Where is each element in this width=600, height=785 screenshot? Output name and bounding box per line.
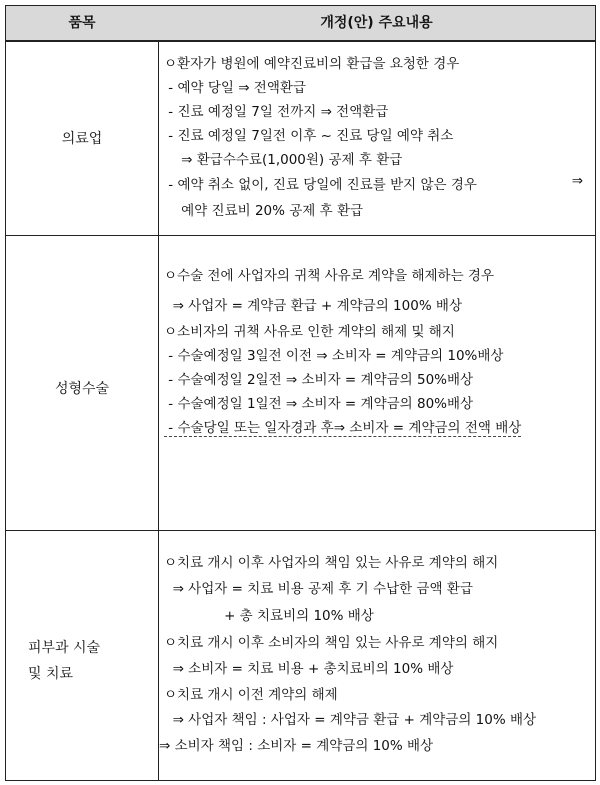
table-row-medical <box>6 42 595 236</box>
content-line: ㅇ치료 개시 이후 소비자의 책임 있는 사유로 계약의 해지 <box>164 635 499 651</box>
header-item: 품목 <box>68 15 96 31</box>
refund-policy-table <box>5 5 596 781</box>
content-line: ㅇ수술 전에 사업자의 귀책 사유로 계약을 해제하는 경우 <box>164 268 494 284</box>
content-line: ⇒ 사업자 책임 : 사업자 = 계약금 환급 + 계약금의 10% 배상 <box>164 712 537 728</box>
content-line: ⇒ 사업자 = 치료 비용 공제 후 기 수납한 금액 환급 <box>164 581 473 597</box>
content-line: - 진료 예정일 7일전 이후 ~ 진료 당일 예약 취소 <box>164 128 454 144</box>
content-line: ㅇ소비자의 귀책 사유로 인한 계약의 해제 및 해지 <box>164 324 455 340</box>
row-content <box>159 551 589 776</box>
content-line: - 진료 예정일 7일 전까지 ⇒ 전액환급 <box>164 104 389 120</box>
content-line: - 예약 취소 없이, 진료 당일에 진료를 받지 않은 경우 <box>164 177 477 193</box>
header-content: 개정(안) 주요내용 <box>320 15 433 31</box>
content-line: + 총 치료비의 10% 배상 <box>164 608 374 624</box>
row-content <box>164 52 589 236</box>
content-line: ⇒ 소비자 = 치료 비용 + 총치료비의 10% 배상 <box>164 661 454 677</box>
table-row-dermatology <box>6 531 595 780</box>
content-line: - 예약 당일 ⇒ 전액환급 <box>164 80 306 96</box>
category-line: 및 치료 <box>28 666 74 682</box>
content-line: ⇒ 환급수수료(1,000원) 공제 후 환급 <box>164 152 403 168</box>
content-line: ㅇ치료 개시 이전 계약의 해제 <box>164 687 338 703</box>
content-line: - 수술당일 또는 일자경과 후⇒ 소비자 = 계약금의 전액 배상 <box>164 416 521 437</box>
content-line: ⇒ 사업자 = 계약금 환급 + 계약금의 100% 배상 <box>164 298 463 314</box>
content-line: ㅇ환자가 병원에 예약진료비의 환급을 요청한 경우 <box>164 56 460 72</box>
category-line: 피부과 시술 <box>28 640 101 656</box>
content-line: - 수술예정일 3일전 이전 ⇒ 소비자 = 계약금의 10%배상 <box>164 348 504 364</box>
content-line: ⇒ 소비자 책임 : 소비자 = 계약금의 10% 배상 <box>159 738 434 754</box>
content-line: - 수술예정일 2일전 ⇒ 소비자 = 계약금의 50%배상 <box>164 372 474 388</box>
content-line: ㅇ치료 개시 이후 사업자의 책임 있는 사유로 계약의 해지 <box>164 555 499 571</box>
table-row-plastic-surgery <box>6 236 595 531</box>
category-label: 성형수술 <box>54 381 110 397</box>
category-label <box>28 637 180 683</box>
table-header <box>6 6 595 42</box>
row-content <box>164 264 589 524</box>
arrow-tail: ⇒ <box>571 173 583 189</box>
content-line: - 수술예정일 1일전 ⇒ 소비자 = 계약금의 80%배상 <box>164 396 474 412</box>
category-label: 의료업 <box>61 131 103 147</box>
content-line: 예약 진료비 20% 공제 후 환급 <box>164 203 364 219</box>
